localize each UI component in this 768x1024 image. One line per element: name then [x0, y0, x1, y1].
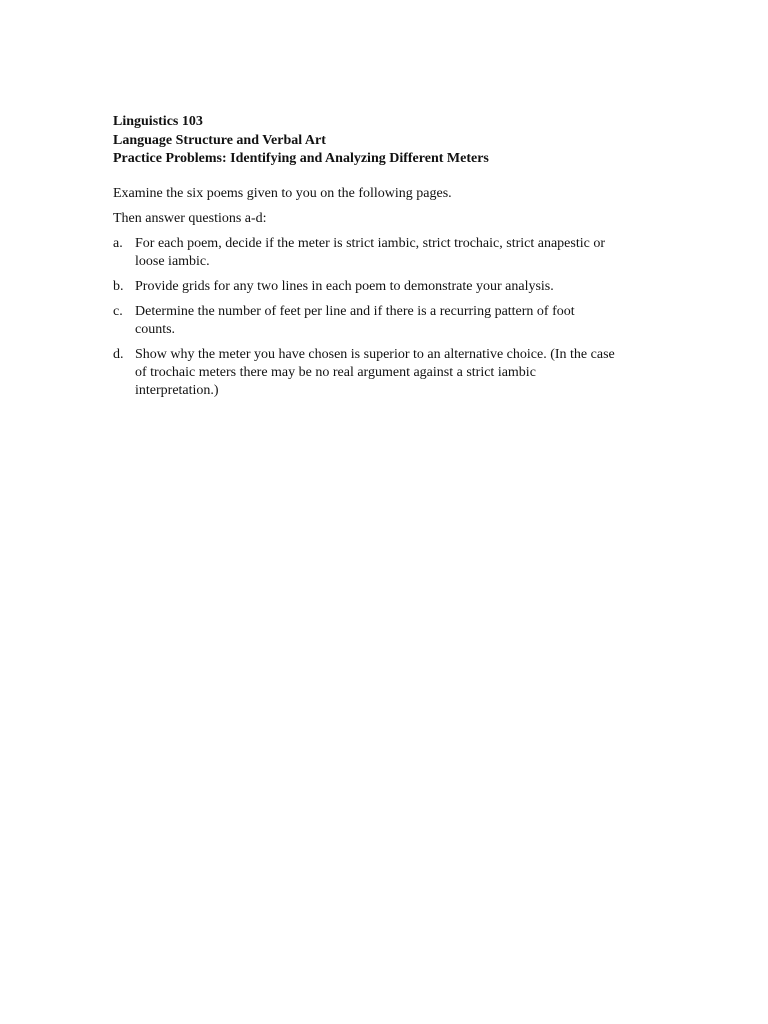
question-item-a — [113, 235, 663, 271]
assignment-title: Practice Problems: Identifying and Analyzing Different Meters — [113, 151, 489, 166]
question-text-line: of trochaic meters there may be no real argument against a strict iambic — [135, 365, 536, 380]
question-marker: c. — [113, 304, 123, 319]
question-marker: a. — [113, 236, 123, 251]
question-list — [113, 235, 663, 400]
question-text-line: For each poem, decide if the meter is strict iambic, strict trochaic, strict anapestic or — [135, 236, 605, 251]
course-title: Linguistics 103 — [113, 114, 203, 129]
document-header — [113, 113, 673, 169]
question-item-b — [113, 278, 663, 296]
instruction-paragraph: Then answer questions a-d: — [113, 211, 267, 226]
question-marker: d. — [113, 347, 124, 362]
question-text-line: counts. — [135, 322, 176, 337]
question-text-line: interpretation.) — [135, 383, 219, 398]
document-body — [113, 185, 663, 407]
question-item-d — [113, 346, 663, 400]
question-text-line: loose iambic. — [135, 254, 210, 269]
question-marker: b. — [113, 279, 124, 294]
intro-paragraph: Examine the six poems given to you on the following pages. — [113, 186, 452, 201]
question-text-line: Determine the number of feet per line and if there is a recurring pattern of foot — [135, 304, 575, 319]
question-item-c — [113, 303, 663, 339]
question-text-line: Show why the meter you have chosen is superior to an alternative choice. (In the case — [135, 347, 615, 362]
question-text-line: Provide grids for any two lines in each poem to demonstrate your analysis. — [135, 279, 554, 294]
course-subtitle: Language Structure and Verbal Art — [113, 132, 326, 148]
